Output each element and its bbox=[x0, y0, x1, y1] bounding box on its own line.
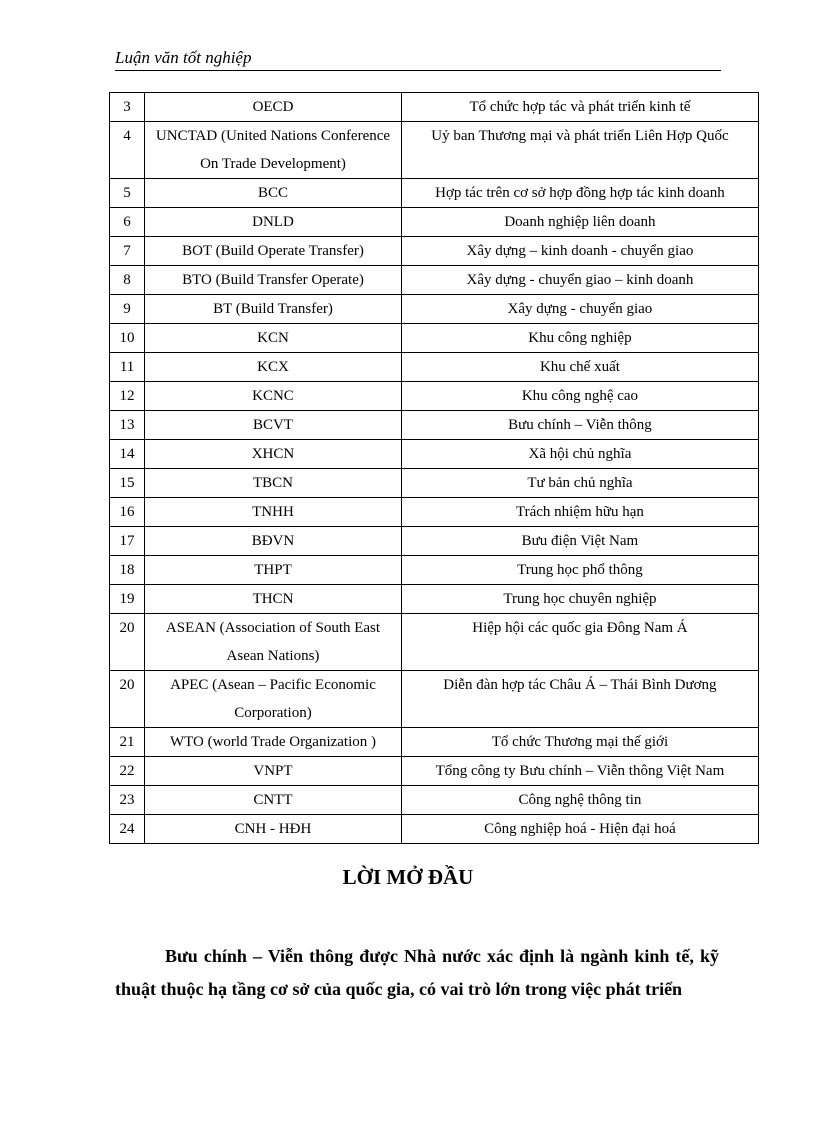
table-row bbox=[110, 815, 759, 844]
row-number: 13 bbox=[110, 411, 145, 440]
row-meaning: Tổng công ty Bưu chính – Viễn thông Việt Nam bbox=[401, 757, 758, 786]
row-abbreviation: UNCTAD (United Nations Conference On Trade Development) bbox=[145, 122, 402, 179]
section-title: LỜI MỞ ĐẦU bbox=[342, 865, 474, 889]
row-abbreviation: BOT (Build Operate Transfer) bbox=[145, 237, 402, 266]
row-abbreviation: THCN bbox=[145, 585, 402, 614]
row-abbreviation: XHCN bbox=[145, 440, 402, 469]
table-row bbox=[110, 527, 759, 556]
row-meaning: Bưu chính – Viễn thông bbox=[401, 411, 758, 440]
row-number: 15 bbox=[110, 469, 145, 498]
row-abbreviation: TNHH bbox=[145, 498, 402, 527]
row-abbreviation: VNPT bbox=[145, 757, 402, 786]
table-row bbox=[110, 382, 759, 411]
table-row bbox=[110, 786, 759, 815]
row-meaning: Hiệp hội các quốc gia Đông Nam Á bbox=[401, 614, 758, 671]
row-abbreviation: BĐVN bbox=[145, 527, 402, 556]
table-row bbox=[110, 556, 759, 585]
row-abbreviation: THPT bbox=[145, 556, 402, 585]
table-row bbox=[110, 440, 759, 469]
row-number: 20 bbox=[110, 671, 145, 728]
row-number: 12 bbox=[110, 382, 145, 411]
row-number: 9 bbox=[110, 295, 145, 324]
row-abbreviation: BTO (Build Transfer Operate) bbox=[145, 266, 402, 295]
row-abbreviation: BT (Build Transfer) bbox=[145, 295, 402, 324]
row-number: 5 bbox=[110, 179, 145, 208]
row-meaning: Bưu điện Việt Nam bbox=[401, 527, 758, 556]
row-abbreviation: KCN bbox=[145, 324, 402, 353]
table-row bbox=[110, 353, 759, 382]
row-number: 8 bbox=[110, 266, 145, 295]
table-row bbox=[110, 498, 759, 527]
table-row bbox=[110, 614, 759, 671]
table-row bbox=[110, 179, 759, 208]
row-meaning: Xây dựng - chuyển giao bbox=[401, 295, 758, 324]
row-meaning: Khu công nghệ cao bbox=[401, 382, 758, 411]
row-meaning: Uỷ ban Thương mại và phát triển Liên Hợp Quốc bbox=[401, 122, 758, 179]
row-meaning: Trung học phổ thông bbox=[401, 556, 758, 585]
table-row bbox=[110, 469, 759, 498]
row-meaning: Tổ chức hợp tác và phát triển kinh tế bbox=[401, 93, 758, 122]
row-abbreviation: ASEAN (Association of South East Asean Nations) bbox=[145, 614, 402, 671]
row-meaning: Khu chế xuất bbox=[401, 353, 758, 382]
row-meaning: Công nghệ thông tin bbox=[401, 786, 758, 815]
row-meaning: Xã hội chủ nghĩa bbox=[401, 440, 758, 469]
table-row bbox=[110, 585, 759, 614]
row-abbreviation: BCVT bbox=[145, 411, 402, 440]
row-abbreviation: KCNC bbox=[145, 382, 402, 411]
table-row bbox=[110, 411, 759, 440]
row-abbreviation: CNH - HĐH bbox=[145, 815, 402, 844]
row-number: 4 bbox=[110, 122, 145, 179]
row-number: 21 bbox=[110, 728, 145, 757]
row-meaning: Xây dựng - chuyển giao – kinh doanh bbox=[401, 266, 758, 295]
row-meaning: Tổ chức Thương mại thế giới bbox=[401, 728, 758, 757]
row-number: 19 bbox=[110, 585, 145, 614]
row-number: 22 bbox=[110, 757, 145, 786]
row-number: 14 bbox=[110, 440, 145, 469]
page-header: Luận văn tốt nghiệp bbox=[115, 48, 721, 71]
abbreviation-table-body bbox=[110, 93, 759, 844]
table-row bbox=[110, 728, 759, 757]
row-abbreviation: CNTT bbox=[145, 786, 402, 815]
table-row bbox=[110, 208, 759, 237]
row-abbreviation: APEC (Asean – Pacific Economic Corporation) bbox=[145, 671, 402, 728]
abbreviation-table bbox=[109, 92, 759, 844]
row-number: 11 bbox=[110, 353, 145, 382]
row-meaning: Diễn đàn hợp tác Châu Á – Thái Bình Dương bbox=[401, 671, 758, 728]
table-row bbox=[110, 237, 759, 266]
row-number: 17 bbox=[110, 527, 145, 556]
row-meaning: Tư bản chủ nghĩa bbox=[401, 469, 758, 498]
row-meaning: Xây dựng – kinh doanh - chuyển giao bbox=[401, 237, 758, 266]
row-number: 7 bbox=[110, 237, 145, 266]
row-meaning: Công nghiệp hoá - Hiện đại hoá bbox=[401, 815, 758, 844]
row-abbreviation: WTO (world Trade Organization ) bbox=[145, 728, 402, 757]
table-row bbox=[110, 295, 759, 324]
row-meaning: Trung học chuyên nghiệp bbox=[401, 585, 758, 614]
row-number: 3 bbox=[110, 93, 145, 122]
row-abbreviation: TBCN bbox=[145, 469, 402, 498]
row-meaning: Trách nhiệm hữu hạn bbox=[401, 498, 758, 527]
row-meaning: Khu công nghiệp bbox=[401, 324, 758, 353]
row-abbreviation: KCX bbox=[145, 353, 402, 382]
row-number: 20 bbox=[110, 614, 145, 671]
row-abbreviation: OECD bbox=[145, 93, 402, 122]
table-row bbox=[110, 266, 759, 295]
table-row bbox=[110, 93, 759, 122]
row-number: 18 bbox=[110, 556, 145, 585]
table-row bbox=[110, 122, 759, 179]
row-number: 24 bbox=[110, 815, 145, 844]
row-number: 16 bbox=[110, 498, 145, 527]
row-number: 23 bbox=[110, 786, 145, 815]
table-row bbox=[110, 757, 759, 786]
intro-paragraph: Bưu chính – Viễn thông được Nhà nước xác định là ngành kinh tế, kỹ thuật thuộc hạ tầng cơ sở của quốc gia, có vai trò lớn trong việc phát triển bbox=[115, 946, 719, 999]
table-row bbox=[110, 671, 759, 728]
row-abbreviation: DNLD bbox=[145, 208, 402, 237]
row-number: 10 bbox=[110, 324, 145, 353]
row-meaning: Hợp tác trên cơ sở hợp đồng hợp tác kinh doanh bbox=[401, 179, 758, 208]
row-abbreviation: BCC bbox=[145, 179, 402, 208]
table-row bbox=[110, 324, 759, 353]
row-number: 6 bbox=[110, 208, 145, 237]
row-meaning: Doanh nghiệp liên doanh bbox=[401, 208, 758, 237]
